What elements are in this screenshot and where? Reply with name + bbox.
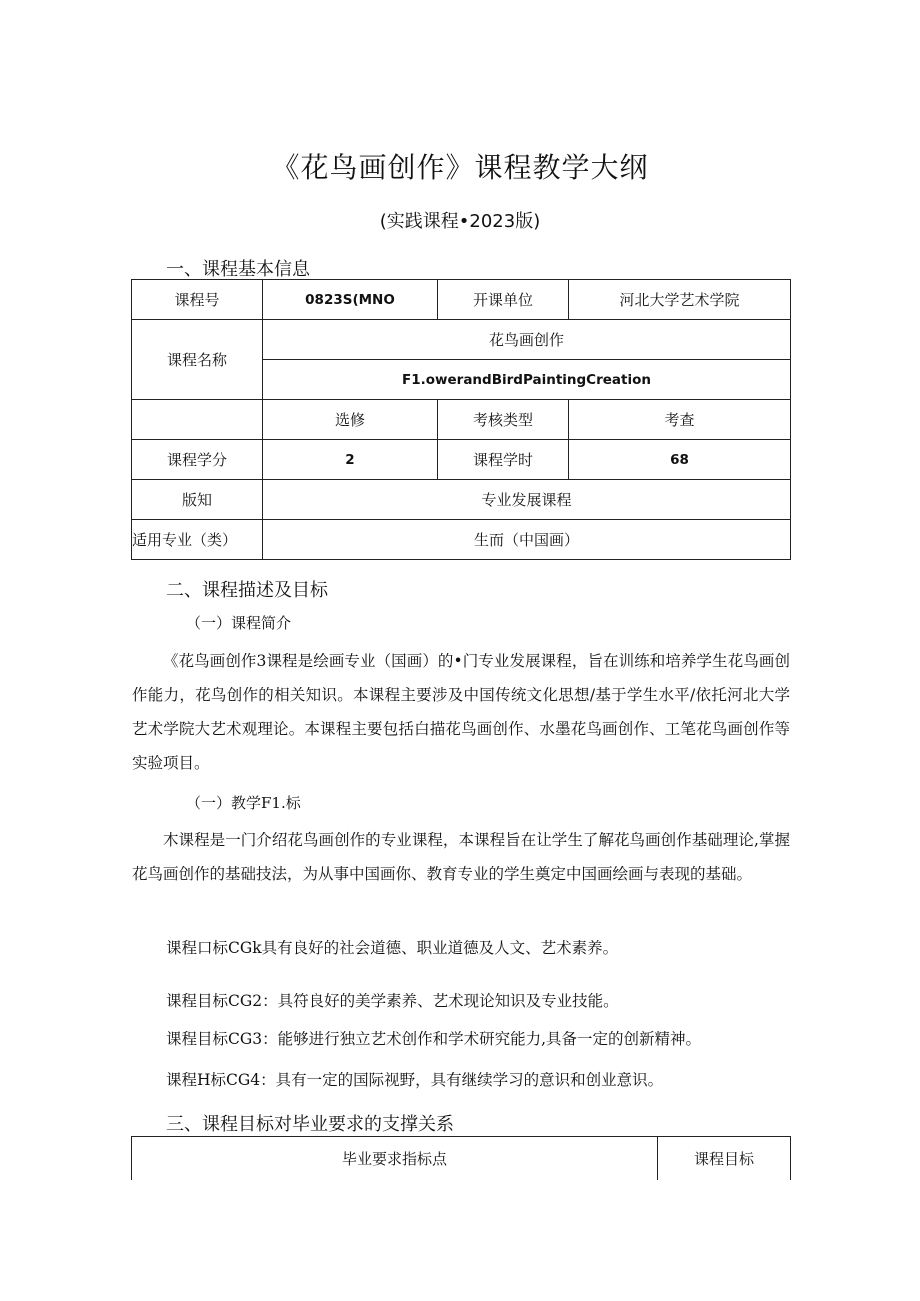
goal-col-header: 课程目标	[658, 1137, 791, 1181]
empty-cell	[132, 400, 263, 440]
section2-heading: 二、课程描述及目标	[166, 580, 328, 601]
assess-label: 考核类型	[438, 400, 569, 440]
course-type-value: 选修	[263, 400, 438, 440]
course-name-en: F1.owerandBirdPaintingCreation	[263, 360, 791, 400]
course-no-label: 课程号	[132, 280, 263, 320]
goal-text: 木课程是一门介绍花鸟画创作的专业课程，本课程旨在让学生了解花鸟画创作基础理论,掌握花鸟画创作的基础技法，为从事中国画你、教育专业的学生奠定中国画绘画与表现的基础。	[132, 831, 790, 883]
category-label: 版知	[132, 480, 263, 520]
table-row	[132, 280, 791, 320]
unit-label: 开课单位	[438, 280, 569, 320]
table-row	[132, 480, 791, 520]
course-name-cn: 花鸟画创作	[263, 320, 791, 360]
document-title: 《花鸟画创作》课程教学大纲	[271, 151, 649, 184]
table-row	[132, 440, 791, 480]
hours-value: 68	[569, 440, 791, 480]
goal-item: 课程H标CG4：具有一定的国际视野，具有继续学习的意识和创业意识。	[166, 1071, 664, 1089]
course-no-value: 0823S(MNO	[263, 280, 438, 320]
table-row	[132, 1137, 791, 1181]
goal-item: 课程目标CG2：具符良好的美学素养、艺术现论知识及专业技能。	[166, 992, 619, 1010]
section3-heading: 三、课程目标对毕业要求的支撑关系	[166, 1114, 454, 1135]
req-col-header: 毕业要求指标点	[132, 1137, 658, 1181]
credit-value: 2	[263, 440, 438, 480]
major-value: 生而（中国画）	[263, 520, 791, 560]
intro-paragraph	[132, 644, 790, 780]
table-row	[132, 320, 791, 360]
hours-label: 课程学时	[438, 440, 569, 480]
category-value: 专业发展课程	[263, 480, 791, 520]
intro-text: 《花鸟画创作3课程是绘画专业（国画）的•门专业发展课程，旨在训练和培养学生花鸟画创作能力，花鸟创作的相关知识。本课程主要涉及中国传统文化思想/基于学生水平/依托河北大学艺术学院大艺术观理论。本课程主要包括白描花鸟画创作、水墨花鸟画创作、工笔花鸟画创作等实验项目。	[132, 652, 790, 772]
requirement-table	[131, 1136, 791, 1180]
section1-heading: 一、课程基本信息	[166, 259, 310, 280]
intro-heading: （一）课程简介	[186, 614, 292, 632]
table-row	[132, 400, 791, 440]
course-name-label: 课程名称	[132, 320, 263, 400]
goal-paragraph	[132, 823, 790, 891]
goal-item: 课程目标CG3：能够进行独立艺术创作和学术研究能力,具备一定的创新精神。	[166, 1030, 702, 1048]
table-row	[132, 520, 791, 560]
credit-label: 课程学分	[132, 440, 263, 480]
course-info-table	[131, 279, 791, 560]
document-subtitle: (实践课程•2023版)	[379, 211, 541, 232]
unit-value: 河北大学艺术学院	[569, 280, 791, 320]
goal-heading: （一）教学F1.标	[186, 794, 301, 812]
major-label: 适用专业（类）	[132, 520, 263, 560]
goal-item: 课程口标CGk具有良好的社会道德、职业道德及人文、艺术素养。	[166, 939, 619, 957]
assess-value: 考查	[569, 400, 791, 440]
